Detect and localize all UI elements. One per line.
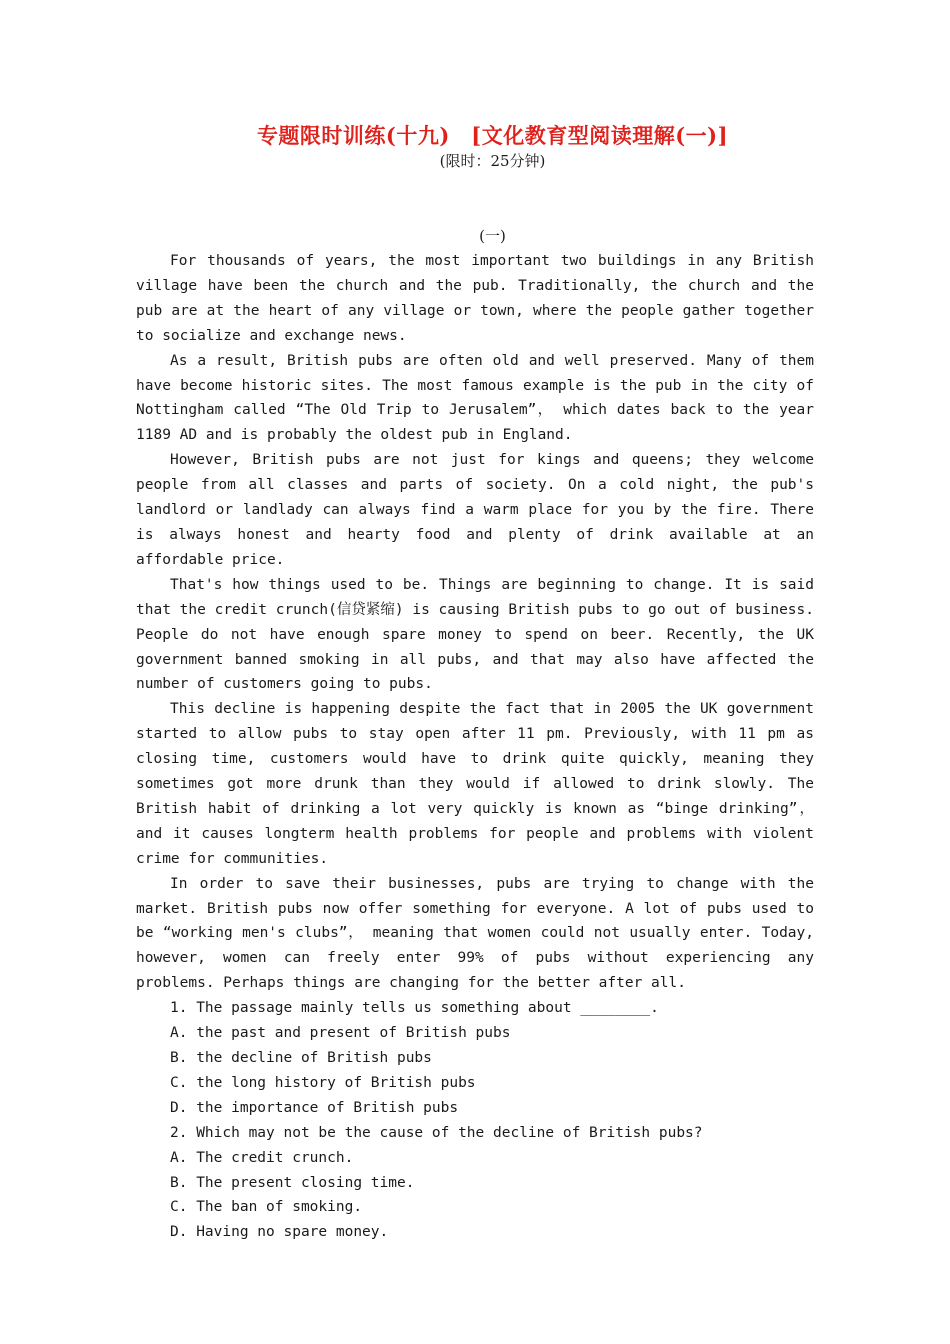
question-2-option-a: A. The credit crunch.: [170, 1149, 354, 1166]
question-2-option-d: D. Having no spare money.: [170, 1224, 389, 1241]
section-label: (一): [479, 227, 506, 245]
question-2: [136, 1121, 814, 1246]
question-1-option-d: D. the importance of British pubs: [170, 1099, 459, 1116]
question-1-option-b: B. the decline of British pubs: [170, 1050, 432, 1066]
question-1-option-a: A. the past and present of British pubs: [170, 1025, 511, 1042]
question-2-option-b: B. The present closing time.: [170, 1174, 415, 1191]
passage-paragraph-1: For thousands of years, the most important two buildings in any British village have been the church and the pub. Traditionally, the church and the pub are at the heart of any village or town, where the people gather together to socialize and exchange news.: [136, 253, 814, 344]
question-1-stem: 1. The passage mainly tells us something about ________.: [170, 1000, 659, 1017]
question-2-option-c: C. The ban of smoking.: [170, 1199, 363, 1216]
reading-passage: [136, 249, 814, 1245]
question-1: [136, 996, 814, 1121]
time-limit-note: (限时：25分钟): [439, 152, 546, 170]
passage-paragraph-2: As a result, British pubs are often old and well preserved. Many of them have become historic sites. The most famous example is the pub in the city of Nottingham called “The Old Trip to Jerusalem”， which dates back to the year 1189 AD and is probably the oldest pub in England.: [136, 352, 814, 444]
passage-paragraph-6: In order to save their businesses, pubs are trying to change with the market. British pubs now offer something for everyone. A lot of pubs used to be “working men's clubs”， meaning that women could not usually enter. Today, however, women can freely enter 99% of pubs without experiencing any problems. Perhaps things are changing for the better after all.: [136, 875, 814, 992]
passage-paragraph-3: However, British pubs are not just for kings and queens; they welcome people from all classes and parts of society. On a cold night, the pub's landlord or landlady can always find a warm place for you by the fire. There is always honest and hearty food and plenty of drink available at an affordable price.: [136, 452, 814, 568]
passage-paragraph-4: That's how things used to be. Things are beginning to change. It is said that the credit crunch(信贷紧缩) is causing British pubs to go out of business. People do not have enough spare money to spend on beer. Recently, the UK government banned smoking in all pubs, and that may also have affected the number of customers going to pubs.: [136, 576, 814, 693]
page-title: 专题限时训练(十九) [文化教育型阅读理解(一)]: [256, 123, 729, 148]
question-2-stem: 2. Which may not be the cause of the decline of British pubs?: [170, 1124, 703, 1141]
question-1-option-c: C. the long history of British pubs: [170, 1074, 476, 1091]
passage-paragraph-5: This decline is happening despite the fact that in 2005 the UK government started to allow pubs to stay open after 11 pm. Previously, with 11 pm as closing time, customers would have to drink quite quickly, meaning they sometimes got more drunk than they would if allowed to drink slowly. The British habit of drinking a lot very quickly is known as “binge drinking”， and it causes longterm health problems for people and problems with violent crime for communities.: [136, 701, 814, 867]
